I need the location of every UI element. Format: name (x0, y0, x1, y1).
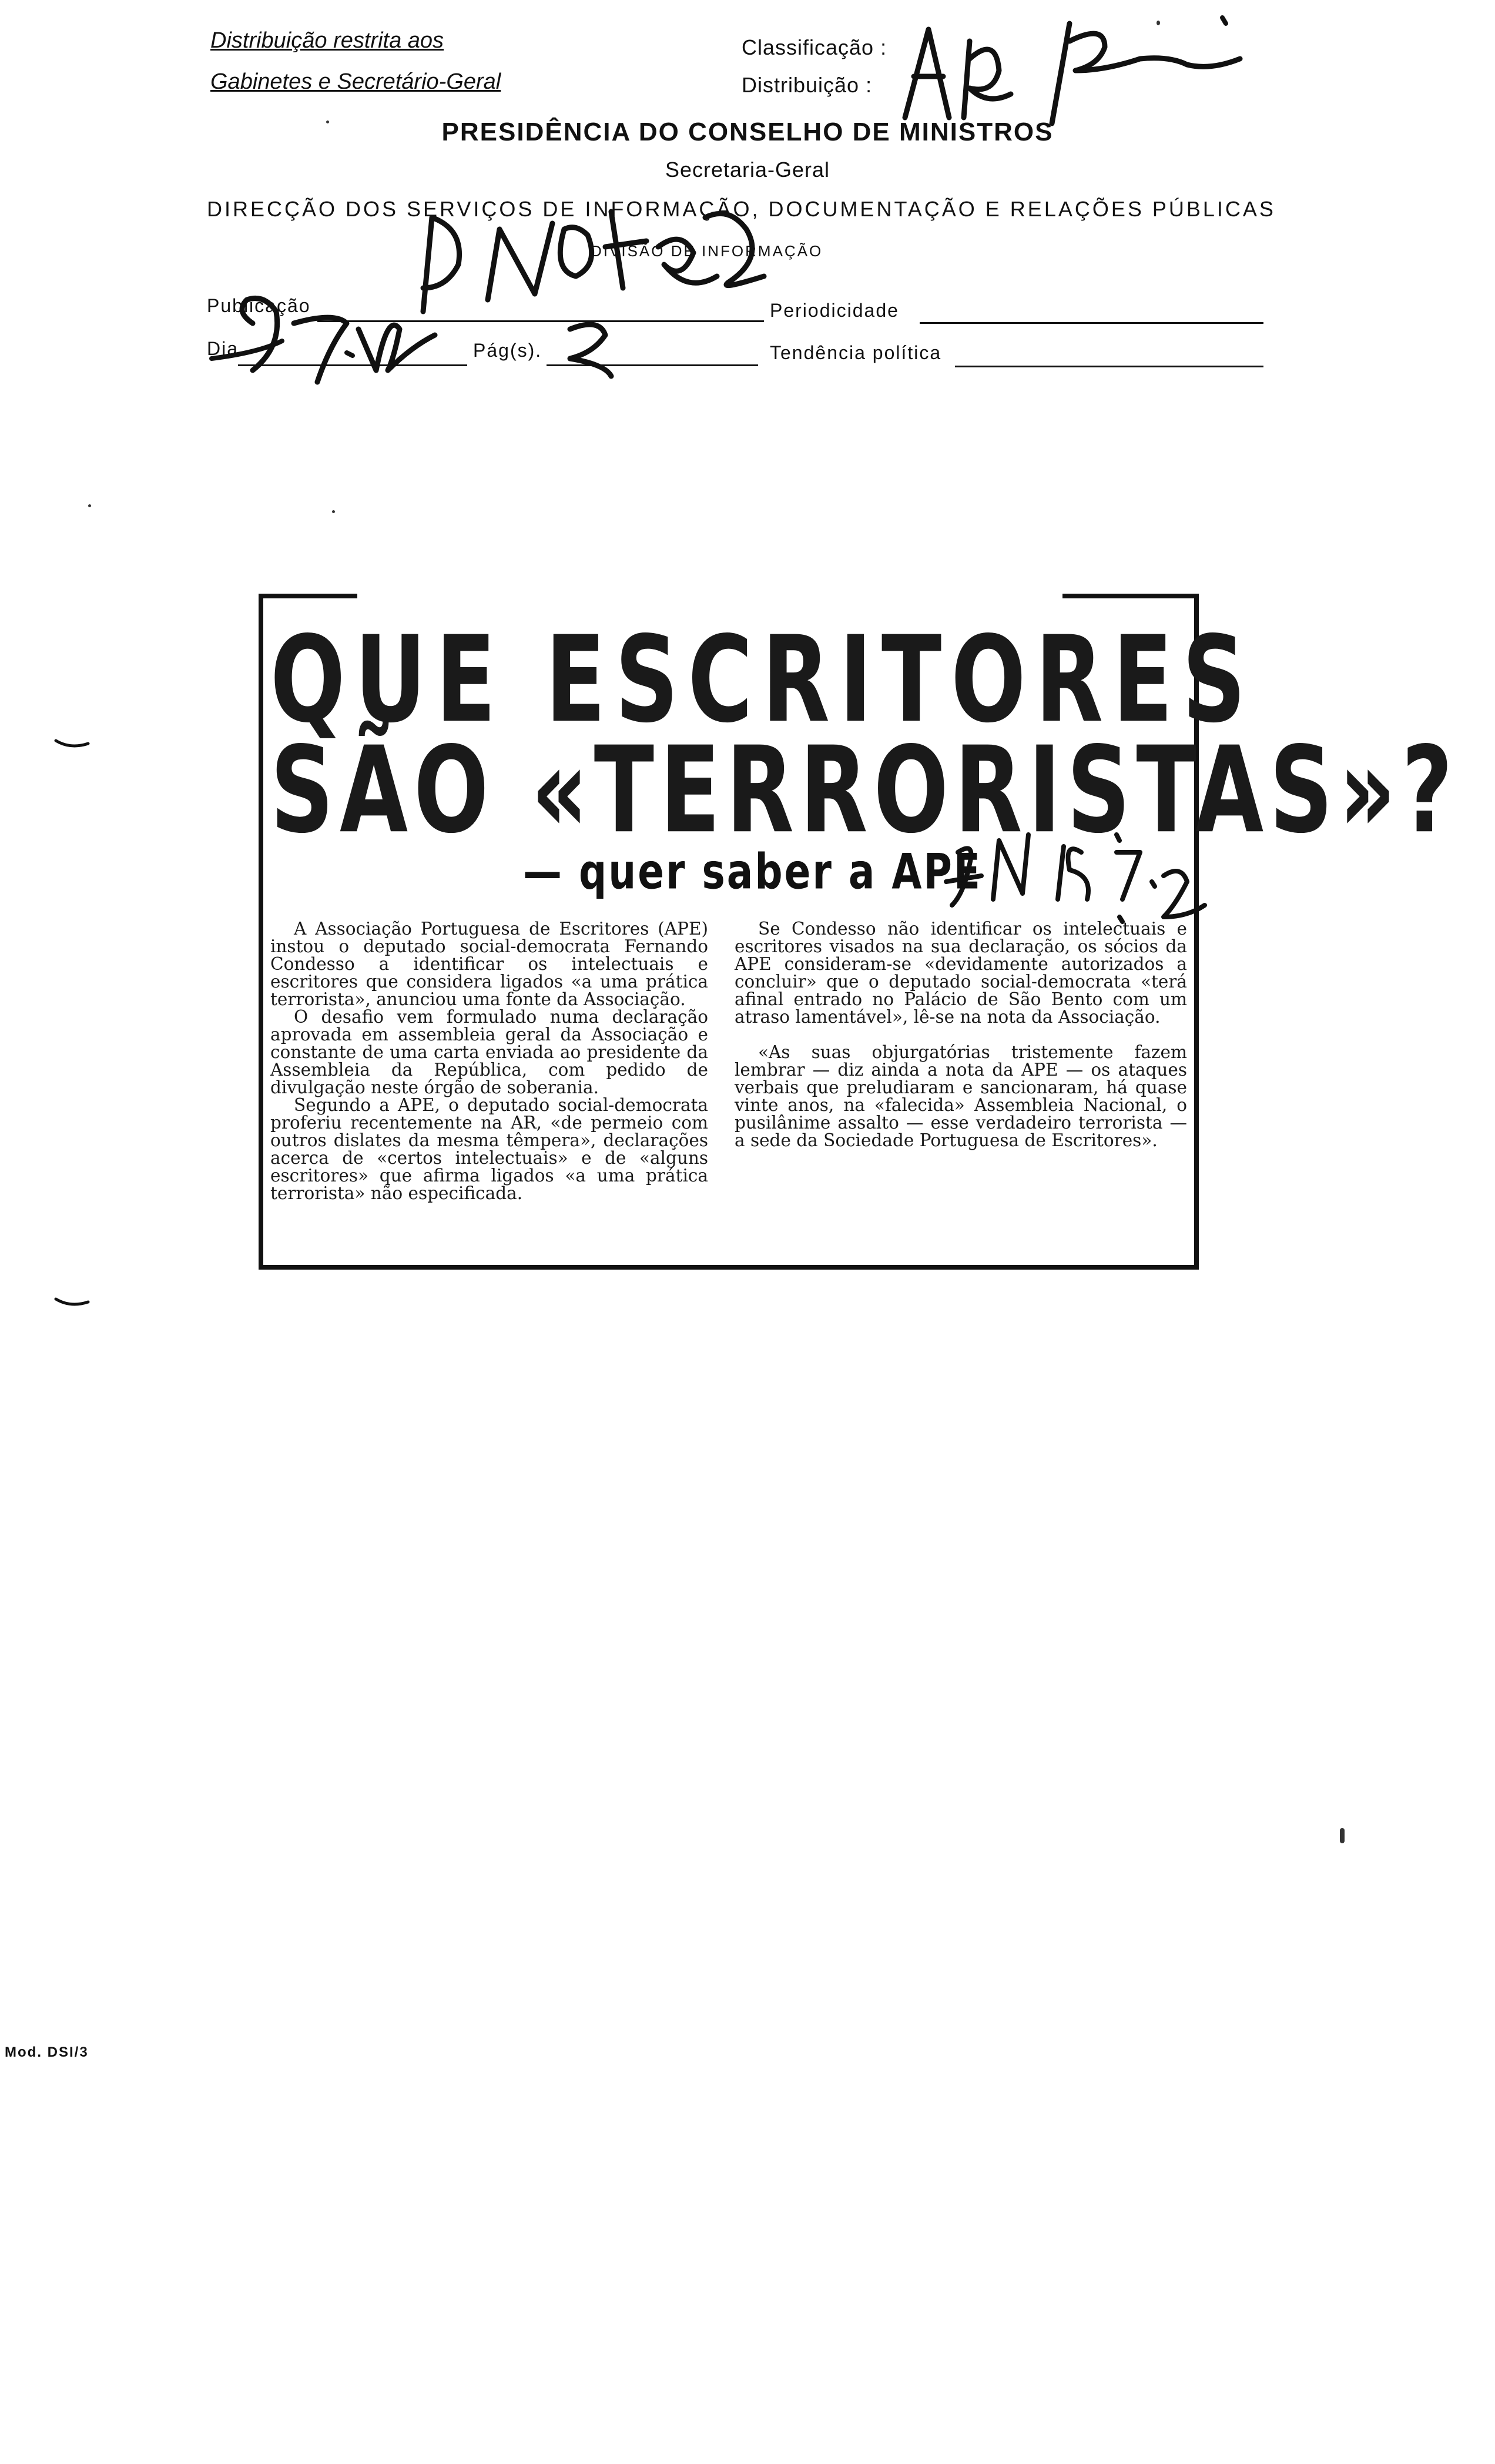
page-subtitle: Secretaria-Geral (665, 158, 830, 182)
article-paragraph: Se Condesso não identificar os intelectuais e escritores visados na sua declaração, os sócios da APE consideram-se «devidamente autorizados a concluir» que o deputado social-democrata «terá afinal entrado no Palácio de São Bento com um atraso lamentável», lê-se na nota da Associação. (735, 919, 1187, 1027)
publicacao-line (317, 320, 764, 322)
distribution-note-line2: Gabinetes e Secretário-Geral (210, 69, 501, 94)
clipping-column-2 (735, 920, 1187, 1149)
clipping-headline-line1: QUE ESCRITORES (270, 611, 1255, 749)
scan-mark (53, 735, 94, 758)
directorate-line: DIRECÇÃO DOS SERVIÇOS DE INFORMAÇÃO, DOCUMENTAÇÃO E RELAÇÕES PÚBLICAS (207, 197, 1276, 221)
classificacao-label: Classificação : (742, 35, 887, 59)
distribuicao-label: Distribuição : (742, 73, 873, 97)
distribution-note-line1: Distribuição restrita aos (210, 28, 444, 53)
article-paragraph: Segundo a APE, o deputado social-democrata proferiu recentemente na AR, «de permeio com outros dislates da mesma têmpera», declarações acerca de «certos intelectuais» e de «alguns escritores» que afirma ligados «a uma prática terrorista» não especificada. (270, 1095, 708, 1203)
dia-label: Dia (207, 338, 239, 359)
pags-line (547, 364, 758, 366)
scan-speck (1157, 21, 1160, 25)
article-paragraph: O desafio vem formulado numa declaração aprovada em assembleia geral da Associação e constante de uma carta enviada ao presidente da Assembleia da República, com pedido de divulgação neste órgão de soberania. (270, 1007, 708, 1097)
form-code: Mod. DSI/3 (5, 2044, 89, 2060)
handwritten-classification-mark (893, 6, 1258, 135)
tendencia-label: Tendência política (770, 342, 942, 363)
pags-label: Pág(s). (473, 340, 542, 361)
article-paragraph: A Associação Portuguesa de Escritores (APE) instou o deputado social-democrata Fernando Condesso a identificar os intelectuais e escritores que considera ligados «a uma prática terrorista», anunciou uma fonte da Associação. (270, 919, 708, 1009)
periodicidade-line (920, 322, 1263, 324)
tendencia-line (955, 366, 1263, 367)
clipping-subheadline: — quer saber a APE (523, 843, 982, 900)
scan-mark (53, 1293, 94, 1317)
scan-speck (332, 510, 335, 513)
periodicidade-label: Periodicidade (770, 300, 899, 321)
dia-line (238, 364, 467, 366)
division-label: DIVISÃO DE INFORMAÇÃO (591, 242, 823, 260)
clipping-column-1 (270, 920, 708, 1202)
scan-speck (88, 504, 91, 507)
page-title: PRESIDÊNCIA DO CONSELHO DE MINISTROS (441, 118, 1054, 146)
article-paragraph: «As suas objurgatórias tristemente fazem lembrar — diz ainda a nota da APE — os ataques verbais que preludiaram e sancionaram, há quase vinte anos, na «falecida» Assembleia Nacional, o pusilânime assalto — esse verdadeiro terrorista — a sede da Sociedade Portuguesa de Escritores». (735, 1042, 1187, 1150)
scan-speck (1340, 1828, 1345, 1843)
clipping-headline-line2: SÃO «TERRORISTAS»? (270, 722, 1459, 860)
scan-speck (326, 120, 329, 123)
publicacao-label: Publicação (207, 295, 311, 316)
